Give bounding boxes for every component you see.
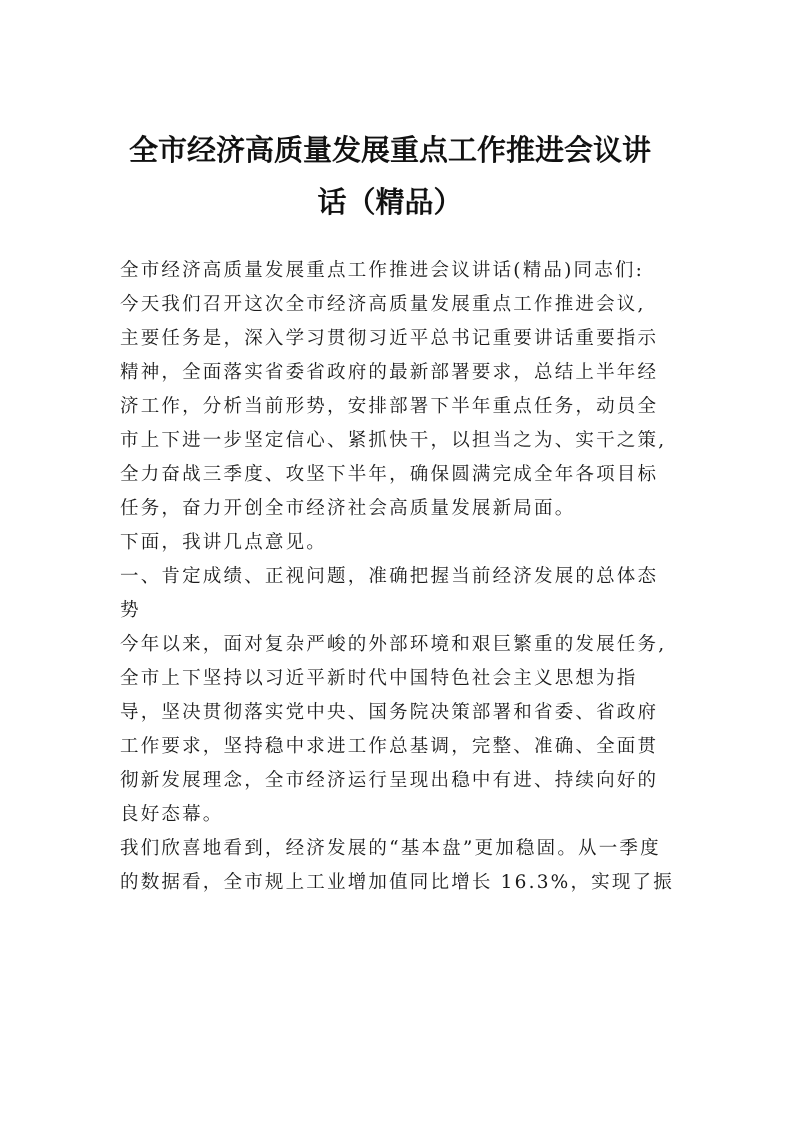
document-title <box>110 124 670 228</box>
section-heading-1 <box>120 560 683 628</box>
text-line: 导，坚决贯彻落实党中央、国务院决策部署和省委、省政府 <box>120 702 659 723</box>
text-line: 市上下进一步坚定信心、紧抓快干，以担当之为、实干之策, <box>120 430 667 451</box>
text-line: 今天我们召开这次全市经济高质量发展重点工作推进会议, <box>120 294 646 315</box>
paragraph-transition <box>120 526 683 560</box>
text-line: 彻新发展理念，全市经济运行呈现出稳中有进、持续向好的 <box>120 770 659 791</box>
text-line: 任务，奋力开创全市经济社会高质量发展新局面。 <box>120 498 576 519</box>
text-line: 势 <box>120 600 141 621</box>
text-line: 今年以来，面对复杂严峻的外部环境和艰巨繁重的发展任务, <box>120 634 667 655</box>
text-line: 的数据看，全市规上工业增加值同比增长 16.3%，实现了振 <box>120 872 674 893</box>
paragraph-basic-plate <box>120 832 683 900</box>
document-body <box>120 254 683 900</box>
title-line: 话（精品） <box>317 185 463 219</box>
text-line: 我们欣喜地看到，经济发展的“基本盘”更加稳固。从一季度 <box>120 838 661 859</box>
text-line: 全市经济高质量发展重点工作推进会议讲话(精品)同志们: <box>120 260 645 281</box>
text-line: 济工作，分析当前形势，安排部署下半年重点任务，动员全 <box>120 396 659 417</box>
paragraph-overview <box>120 628 683 832</box>
paragraph-intro <box>120 254 683 526</box>
text-line: 全力奋战三季度、攻坚下半年，确保圆满完成全年各项目标 <box>120 464 659 485</box>
text-line: 精神，全面落实省委省政府的最新部署要求，总结上半年经 <box>120 362 659 383</box>
text-line: 工作要求，坚持稳中求进工作总基调，完整、准确、全面贯 <box>120 736 659 757</box>
text-line: 一、肯定成绩、正视问题，准确把握当前经济发展的总体态 <box>120 566 659 587</box>
text-line: 良好态幕。 <box>120 804 224 825</box>
text-line: 全市上下坚持以习近平新时代中国特色社会主义思想为指 <box>120 668 638 689</box>
title-line: 全市经济高质量发展重点工作推进会议讲 <box>128 133 651 167</box>
text-line: 下面，我讲几点意见。 <box>120 532 328 553</box>
text-line: 主要任务是，深入学习贯彻习近平总书记重要讲话重要指示 <box>120 328 659 349</box>
